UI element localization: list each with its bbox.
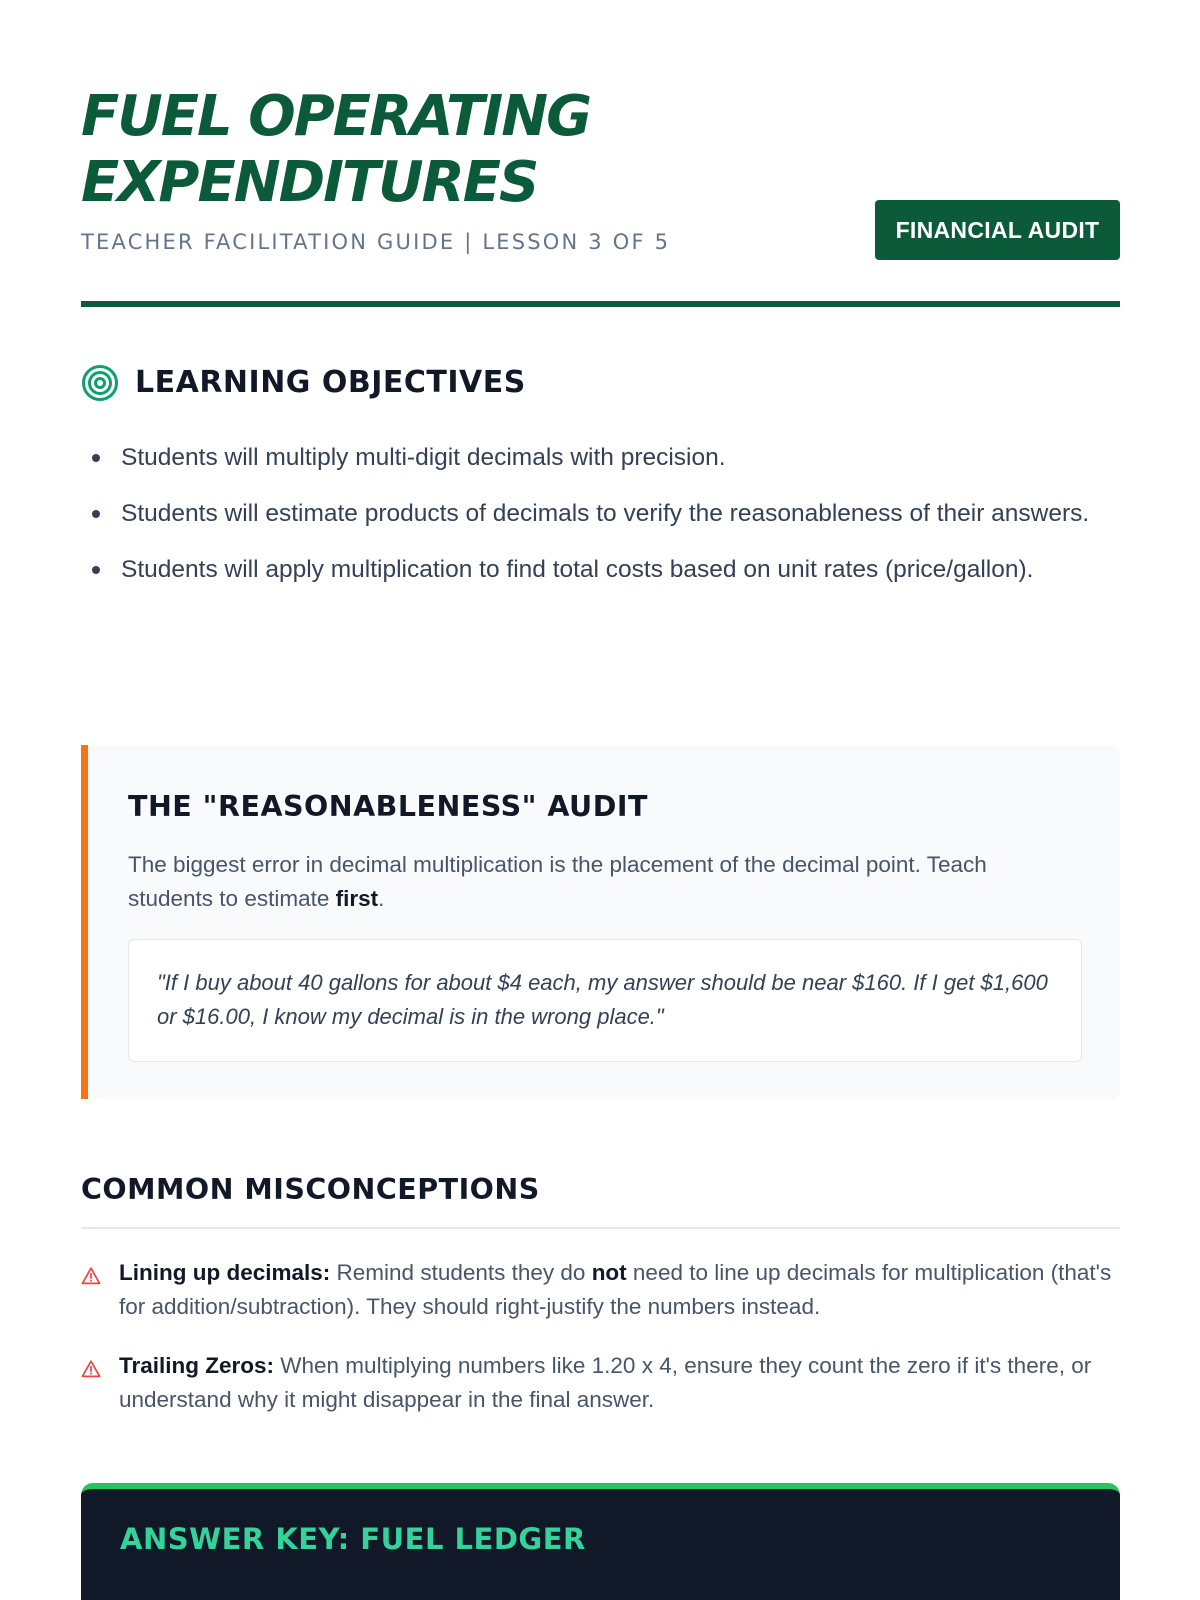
- objective-item: Students will multiply multi-digit decimals with precision.: [81, 436, 1091, 479]
- header-divider: [81, 301, 1120, 307]
- warning-icon: [81, 1359, 101, 1379]
- misconception-term: Lining up decimals:: [119, 1260, 331, 1285]
- financial-audit-badge: FINANCIAL AUDIT: [875, 200, 1120, 260]
- misconception-text: [119, 1256, 1120, 1324]
- page-title: FUEL OPERATING EXPENDITURES: [81, 84, 591, 215]
- target-icon: [81, 364, 119, 402]
- answer-key-heading: ANSWER KEY: FUEL LEDGER: [120, 1522, 586, 1556]
- common-misconceptions-section: [81, 1168, 1120, 1412]
- misconception-text-part: When multiplying numbers like 1.20 x 4, ensure they count the zero if it's there, or understand why it might disappear in the final answer.: [119, 1353, 1092, 1412]
- page-header: [81, 84, 1120, 307]
- audit-description: [128, 848, 1068, 916]
- reasonableness-audit-callout: [81, 745, 1120, 1099]
- misconception-term: Trailing Zeros:: [119, 1353, 275, 1378]
- audit-text-emphasis: first: [335, 886, 379, 911]
- audit-text-part: The biggest error in decimal multiplication is the placement of the decimal point. Teach students to estimate: [128, 852, 987, 911]
- misconception-text-part: Remind students they do: [330, 1260, 592, 1285]
- lesson-guide-page: [81, 0, 1120, 1600]
- answer-key-panel: [81, 1483, 1120, 1600]
- objective-item: Students will apply multiplication to find total costs based on unit rates (price/gallon).: [81, 548, 1091, 591]
- audit-text-part: .: [378, 886, 385, 911]
- objectives-heading: LEARNING OBJECTIVES: [135, 365, 526, 400]
- estimate-quote: "If I buy about 40 gallons for about $4 each, my answer should be near $160. If I get $1,600 or $16.00, I know my decimal is in the wrong place.": [157, 970, 1048, 1029]
- misconception-text-part: need to line up decimals for multiplication (that's for addition/subtraction). They should right-justify the numbers instead.: [119, 1260, 1112, 1319]
- objectives-heading-row: [81, 362, 1120, 404]
- page-subtitle: TEACHER FACILITATION GUIDE | LESSON 3 OF 5: [81, 230, 671, 254]
- misconception-item: [81, 1256, 1120, 1324]
- misconceptions-divider: [81, 1227, 1120, 1229]
- misconceptions-heading: COMMON MISCONCEPTIONS: [81, 1173, 540, 1206]
- objectives-list: [81, 436, 1091, 604]
- audit-heading: THE "REASONABLENESS" AUDIT: [128, 790, 648, 823]
- warning-icon: [81, 1266, 101, 1286]
- learning-objectives-section: [81, 362, 1120, 583]
- misconception-text: [119, 1349, 1120, 1417]
- misconception-emphasis: not: [591, 1260, 627, 1285]
- misconception-item: [81, 1349, 1120, 1417]
- estimate-quote-box: [128, 939, 1082, 1062]
- objective-item: Students will estimate products of decimals to verify the reasonableness of their answers.: [81, 492, 1091, 535]
